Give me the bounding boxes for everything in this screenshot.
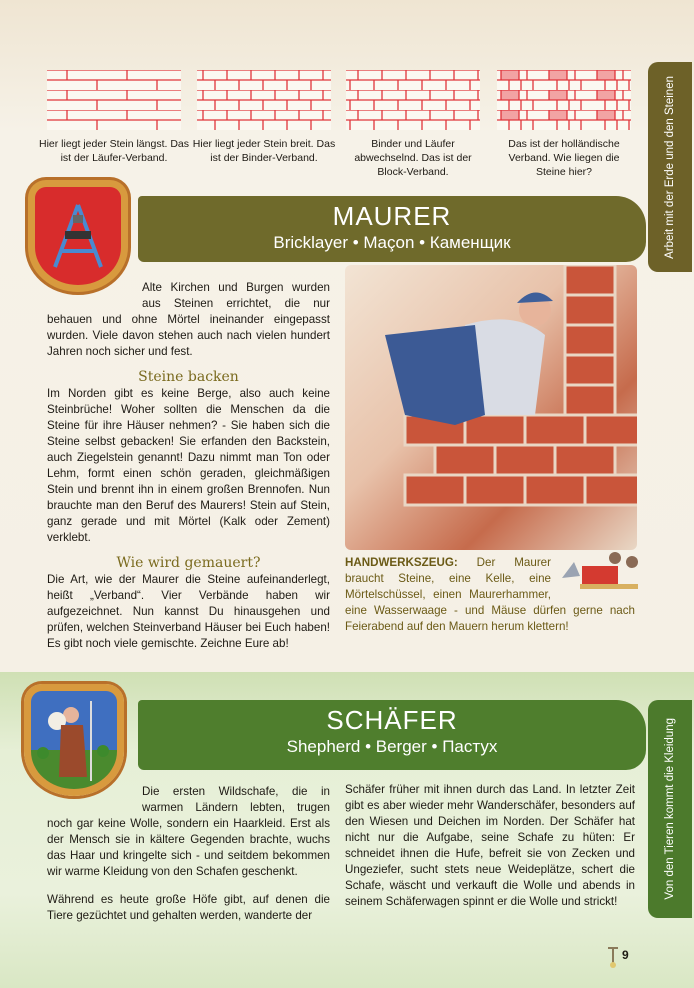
tools-mice-icon (560, 548, 640, 590)
side-tab-earth-stones (648, 62, 692, 272)
paragraph-steine-backen: Im Norden gibt es keine Berge, also auch keine Steinbrüche! Woher sollten die Menschen da die Steine für ihre Häuser nehmen? - Sie haben sich die Steine selbst gebacken! Sie erfanden den Backstein, auch Ziegelstein genannt! Dazu nimmt man Ton oder Lehm, formt einen schön geraden, gleichmäßigen Stein und brennt ihn in einem großen Brennofen. Nun brauchte man den Beruf des Maurers! Stein auf Stein, ganz gerade und mit Mörtel (Kalk oder Zement) verklebt. (47, 387, 330, 544)
maurer-banner (138, 196, 646, 262)
heading-wie-wird-gemauert: Wie wird gemauert? (116, 555, 261, 571)
header-bond-diagram (197, 70, 331, 130)
schaefer-banner (138, 700, 646, 770)
schaefer-paragraph-1-text: Die ersten Wildschafe, die in warmen Ländern lebten, trugen noch gar keine Wolle, sondern ein Haarkleid. Erst als der Mensch sie in kältere Gegenden brachte, wuchs das Haar und kringelte sich - und seitdem bekommen wir warme Kleidung von den Schafen geschenkt. (47, 785, 330, 878)
running-bond-diagram (47, 70, 181, 130)
maurer-left-column (47, 280, 330, 652)
hammer-figure-icon (606, 944, 622, 968)
side-tab-label: Arbeit mit der Erde und den Steinen (664, 75, 676, 259)
schaefer-paragraph-3: Schäfer früher mit ihnen durch das Land. In letzter Zeit gibt es aber wieder mehr Wanderschäfer, besonders auf den Wiesen und Deichen im Norden. Der Schäfer hat nicht nur die Aufgabe, seine Schafe zu hüten: Er schneidet ihnen die Hufe, befreit sie von Zecken und Ungeziefer, sucht stets neue Weideplätze, schert die Schafe, wäscht und verkauft die Wolle und abends in seinem Schäferwagen spinnt er die Wolle und strickt! (345, 783, 635, 908)
maurer-intro-text: Alte Kirchen und Burgen wurden aus Steinen errichtet, die nur behauen und ohne Mörtel ineinander eingepasst wurden. Viele davon stehen auch nach vielen hundert Jahren noch sicher und fest. (47, 281, 330, 358)
side-tab-label: Von den Tieren kommt die Kleidung (664, 718, 676, 900)
block-bond-diagram (346, 70, 480, 130)
bond-caption: Binder und Läufer abwechselnd. Das ist der Block-Verband. (354, 138, 472, 178)
bond-caption: Hier liegt jeder Stein breit. Das ist der Binder-Verband. (192, 138, 336, 164)
schaefer-paragraph-2: Während es heute große Höfe gibt, auf denen die Tiere gezüchtet und gehalten werden, wanderte der (47, 893, 330, 922)
tools-description: Der Maurer braucht Steine, eine Kelle, eine Mörtelschüssel, einen Maurerhammer, eine Wasserwaage - und Mäuse dürfen gerne nach Feierabend auf den Mauern herum klettern! (345, 556, 635, 633)
schaefer-title: SCHÄFER (326, 705, 458, 735)
heading-steine-backen: Steine backen (138, 369, 239, 385)
schaefer-paragraph-1 (47, 784, 330, 880)
side-tab-animals-clothing (648, 700, 692, 918)
paragraph-wie-wird-gemauert: Die Art, wie der Maurer die Steine aufeinanderlegt, heißt „Verband“. Vier Verbände haben wir aufgezeichnet. Nun kannst Du hinausgehen und prüfen, welchen Steinverband Häuser bei Euch haben! Es gibt noch viele gemischte. Zeichne Eure ab! (47, 573, 330, 650)
page-number: 9 (622, 948, 629, 962)
maurer-subtitle: Bricklayer • Maçon • Каменщик (273, 233, 511, 252)
tools-label: HANDWERKSZEUG: (345, 556, 458, 569)
bond-caption: Das ist der holländische Verband. Wie liegen die Steine hier? (508, 138, 620, 178)
bricklayer-illustration (345, 265, 637, 550)
maurer-intro (47, 280, 330, 360)
schaefer-subtitle: Shepherd • Berger • Пастух (286, 737, 498, 756)
bond-caption: Hier liegt jeder Stein längst. Das ist der Läufer-Verband. (39, 138, 189, 164)
dutch-bond-diagram (497, 70, 631, 130)
maurer-title: MAURER (332, 201, 452, 231)
schaefer-left-column (47, 784, 330, 924)
bricklayer-crest-icon (28, 180, 128, 292)
shepherd-crest-icon (24, 684, 124, 796)
